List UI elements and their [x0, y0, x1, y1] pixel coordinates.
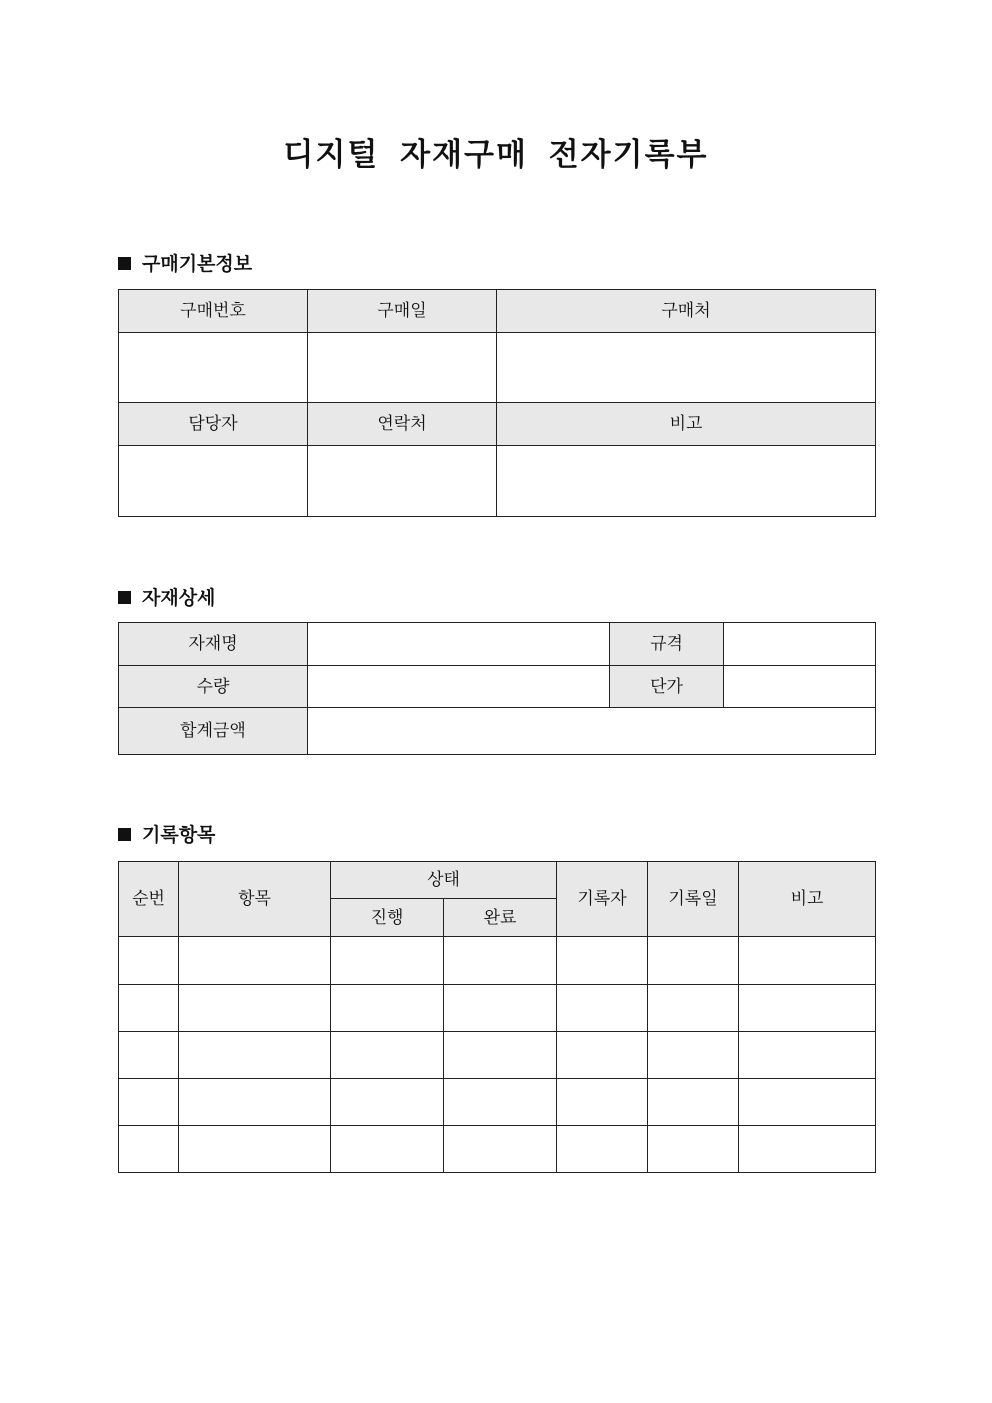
square-bullet-icon	[118, 257, 131, 270]
basic-info-table	[118, 289, 876, 517]
section-heading-label: 구매기본정보	[142, 253, 253, 275]
square-bullet-icon	[118, 591, 131, 604]
material-detail-table	[118, 622, 876, 755]
recorder-cell[interactable]	[557, 1126, 648, 1173]
material-row-2	[119, 666, 876, 708]
recorder-cell[interactable]	[557, 985, 648, 1032]
remarks-cell[interactable]	[739, 1079, 876, 1126]
quantity-label: 수량	[119, 666, 308, 708]
square-bullet-icon	[118, 828, 131, 841]
record-date-header: 기록일	[648, 862, 739, 937]
section-heading-record-items	[118, 822, 215, 848]
completed-cell[interactable]	[444, 937, 557, 985]
table-row	[119, 937, 876, 985]
purchase-date-field[interactable]	[308, 333, 497, 403]
completed-cell[interactable]	[444, 1032, 557, 1079]
completed-cell[interactable]	[444, 1126, 557, 1173]
unit-price-field[interactable]	[724, 666, 876, 708]
remarks-field[interactable]	[497, 446, 876, 517]
basic-info-value-row-1	[119, 333, 876, 403]
record-items-table	[118, 861, 876, 1173]
recorder-cell[interactable]	[557, 937, 648, 985]
table-row	[119, 985, 876, 1032]
record-date-cell[interactable]	[648, 985, 739, 1032]
remarks-cell[interactable]	[739, 1032, 876, 1079]
spec-field[interactable]	[724, 623, 876, 666]
remarks-cell[interactable]	[739, 1126, 876, 1173]
section-heading-material-detail	[118, 585, 215, 611]
remarks-header: 비고	[739, 862, 876, 937]
basic-info-header-row-2	[119, 403, 876, 446]
seq-cell[interactable]	[119, 985, 179, 1032]
seq-header: 순번	[119, 862, 179, 937]
material-name-field[interactable]	[308, 623, 610, 666]
vendor-field[interactable]	[497, 333, 876, 403]
manager-label: 담당자	[119, 403, 308, 446]
item-cell[interactable]	[179, 1079, 331, 1126]
vendor-label: 구매처	[497, 290, 876, 333]
seq-cell[interactable]	[119, 1079, 179, 1126]
contact-field[interactable]	[308, 446, 497, 517]
unit-price-label: 단가	[610, 666, 724, 708]
total-amount-label: 합계금액	[119, 708, 308, 755]
in-progress-cell[interactable]	[331, 1032, 444, 1079]
status-header: 상태	[331, 862, 557, 899]
record-date-cell[interactable]	[648, 1079, 739, 1126]
remarks-cell[interactable]	[739, 937, 876, 985]
record-date-cell[interactable]	[648, 1126, 739, 1173]
section-heading-basic-info	[118, 251, 252, 277]
remarks-label: 비고	[497, 403, 876, 446]
table-row	[119, 1079, 876, 1126]
recorder-header: 기록자	[557, 862, 648, 937]
record-header-row-1	[119, 862, 876, 899]
completed-cell[interactable]	[444, 1079, 557, 1126]
manager-field[interactable]	[119, 446, 308, 517]
seq-cell[interactable]	[119, 1126, 179, 1173]
remarks-cell[interactable]	[739, 985, 876, 1032]
in-progress-header: 진행	[331, 899, 444, 937]
in-progress-cell[interactable]	[331, 937, 444, 985]
total-amount-field[interactable]	[308, 708, 876, 755]
section-heading-label: 기록항목	[142, 824, 216, 846]
recorder-cell[interactable]	[557, 1079, 648, 1126]
purchase-date-label: 구매일	[308, 290, 497, 333]
purchase-no-label: 구매번호	[119, 290, 308, 333]
completed-cell[interactable]	[444, 985, 557, 1032]
document-title: 디지털 자재구매 전자기록부	[283, 137, 709, 173]
section-heading-label: 자재상세	[142, 587, 216, 609]
table-row	[119, 1126, 876, 1173]
material-name-label: 자재명	[119, 623, 308, 666]
material-row-1	[119, 623, 876, 666]
completed-header: 완료	[444, 899, 557, 937]
in-progress-cell[interactable]	[331, 985, 444, 1032]
seq-cell[interactable]	[119, 1032, 179, 1079]
basic-info-header-row-1	[119, 290, 876, 333]
spec-label: 규격	[610, 623, 724, 666]
item-cell[interactable]	[179, 985, 331, 1032]
contact-label: 연락처	[308, 403, 497, 446]
in-progress-cell[interactable]	[331, 1079, 444, 1126]
record-date-cell[interactable]	[648, 937, 739, 985]
purchase-no-field[interactable]	[119, 333, 308, 403]
item-cell[interactable]	[179, 1032, 331, 1079]
material-row-3	[119, 708, 876, 755]
in-progress-cell[interactable]	[331, 1126, 444, 1173]
table-row	[119, 1032, 876, 1079]
basic-info-value-row-2	[119, 446, 876, 517]
item-cell[interactable]	[179, 1126, 331, 1173]
record-date-cell[interactable]	[648, 1032, 739, 1079]
seq-cell[interactable]	[119, 937, 179, 985]
recorder-cell[interactable]	[557, 1032, 648, 1079]
item-cell[interactable]	[179, 937, 331, 985]
item-header: 항목	[179, 862, 331, 937]
quantity-field[interactable]	[308, 666, 610, 708]
